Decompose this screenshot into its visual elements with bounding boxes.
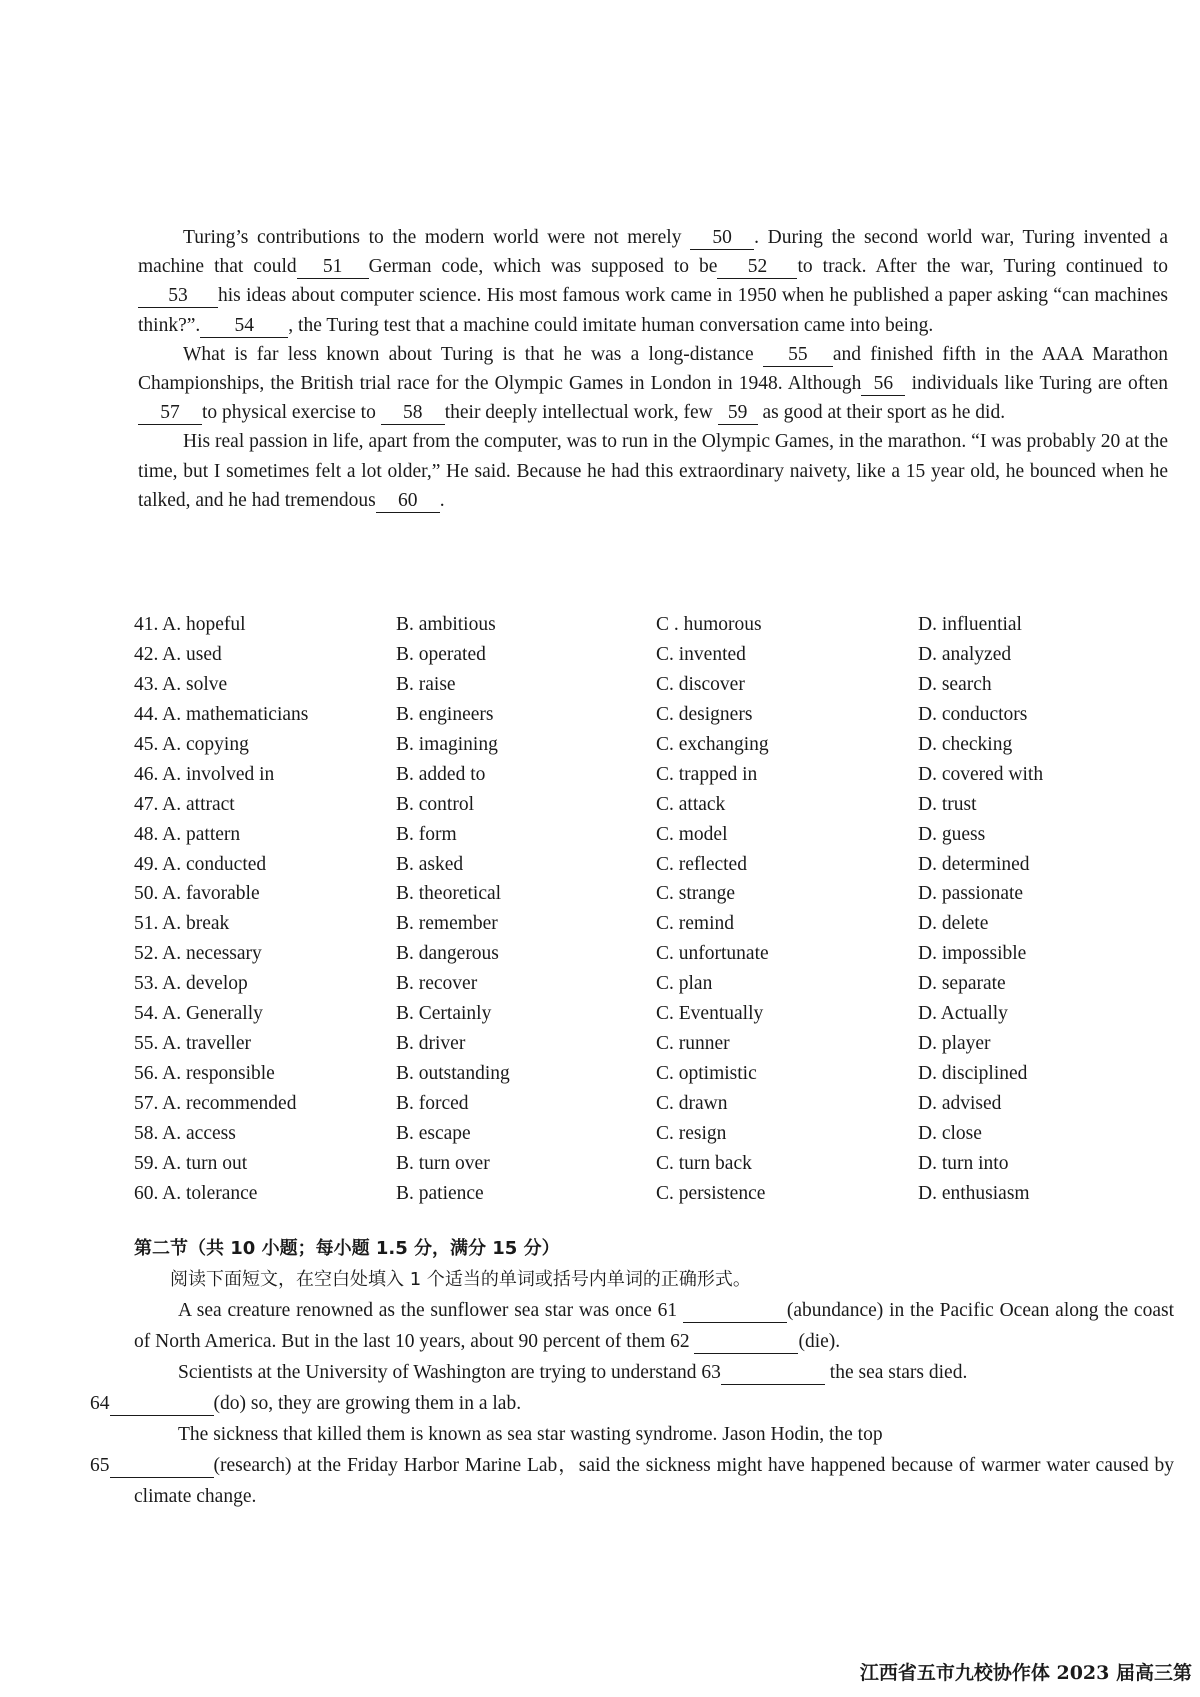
option-row — [134, 909, 1134, 939]
option-d: D. checking — [918, 733, 1013, 755]
text-run: individuals like Turing are often — [905, 373, 1169, 395]
passage-paragraph-3 — [138, 427, 1168, 515]
section-2-instruction: 阅读下面短文，在空白处填入 1 个适当的单词或括号内单词的正确形式。 — [170, 1269, 751, 1290]
text-run: to track. After the war, Turing continued to — [797, 256, 1168, 278]
blank-53: 53 — [138, 285, 218, 308]
option-a: 51. A. break — [134, 913, 230, 935]
option-row — [134, 1149, 1134, 1179]
option-row — [134, 1029, 1134, 1059]
text-run: . During the second world war, Turing invented a machine that could — [138, 227, 1168, 278]
option-row — [134, 999, 1134, 1029]
option-c: C. Eventually — [656, 1003, 764, 1025]
blank-57: 57 — [138, 402, 202, 425]
text-run: , the Turing test that a machine could imitate human conversation came into being. — [288, 314, 934, 336]
gap-64 — [110, 1393, 214, 1416]
option-c: C. unfortunate — [656, 943, 769, 965]
option-d: D. disciplined — [918, 1063, 1028, 1085]
option-a: 59. A. turn out — [134, 1152, 248, 1174]
option-a: 54. A. Generally — [134, 1003, 263, 1025]
option-c: C. model — [656, 823, 728, 845]
option-c: C. strange — [656, 883, 736, 905]
fill-in-passage — [90, 1295, 1174, 1512]
option-d: D. trust — [918, 793, 977, 815]
option-c: C. runner — [656, 1033, 730, 1055]
text-run: to physical exercise to — [202, 402, 381, 424]
option-b: B. forced — [396, 1093, 469, 1114]
question-number-65: 65 — [90, 1455, 110, 1476]
option-c: C. resign — [656, 1122, 727, 1144]
option-d: D. advised — [918, 1093, 1002, 1114]
option-b: B. ambitious — [396, 614, 496, 635]
option-b: B. operated — [396, 643, 486, 665]
option-c: C . humorous — [656, 614, 762, 635]
option-d: D. search — [918, 673, 992, 695]
gap-62 — [694, 1331, 798, 1354]
option-d: D. delete — [918, 913, 989, 935]
text-run: their deeply intellectual work, few — [444, 402, 718, 424]
question-number-64: 64 — [90, 1393, 110, 1414]
option-d: D. analyzed — [918, 643, 1012, 665]
fill-paragraph-1 — [134, 1295, 1174, 1357]
option-c: C. discover — [656, 673, 745, 695]
option-row — [134, 610, 1134, 640]
option-d: D. impossible — [918, 943, 1027, 965]
option-d: D. player — [918, 1033, 991, 1055]
text-run: A sea creature renowned as the sunflower sea star was once 61 — [178, 1300, 683, 1321]
option-b: B. added to — [396, 763, 486, 785]
text-run: (research) at the Friday Harbor Marine Lab，said the sickness might have happened because of warmer water caused by climate change. — [134, 1455, 1174, 1507]
blank-58: 58 — [381, 402, 445, 425]
option-b: B. asked — [396, 853, 464, 875]
option-d: D. Actually — [918, 1003, 1008, 1025]
option-row — [134, 790, 1134, 820]
option-row — [134, 1059, 1134, 1089]
option-b: B. turn over — [396, 1152, 490, 1174]
option-a: 46. A. involved in — [134, 763, 275, 785]
option-c: C. plan — [656, 973, 713, 995]
option-b: B. control — [396, 793, 474, 815]
option-a: 56. A. responsible — [134, 1063, 275, 1085]
section-2 — [90, 1233, 1174, 1512]
text-run: The sickness that killed them is known as sea star wasting syndrome. Jason Hodin, the top — [178, 1424, 883, 1445]
text-run: German code, which was supposed to be — [368, 256, 718, 278]
option-b: B. Certainly — [396, 1003, 492, 1025]
option-b: B. theoretical — [396, 883, 502, 905]
gap-61 — [683, 1300, 787, 1323]
blank-52: 52 — [717, 256, 797, 279]
page-footer: 江西省五市九校协作体 2023 届高三第 — [859, 1662, 1192, 1684]
option-b: B. imagining — [396, 733, 498, 755]
text-run: as good at their sport as he did. — [757, 402, 1006, 424]
option-a: 58. A. access — [134, 1122, 236, 1144]
option-row — [134, 730, 1134, 760]
option-a: 47. A. attract — [134, 793, 235, 815]
blank-51: 51 — [297, 256, 369, 279]
option-d: D. guess — [918, 823, 986, 845]
option-row — [134, 760, 1134, 790]
cloze-passage — [138, 223, 1168, 515]
option-a: 42. A. used — [134, 643, 222, 665]
text-run: Scientists at the University of Washington are trying to understand 63 — [178, 1362, 721, 1383]
option-row — [134, 879, 1134, 909]
option-row — [134, 850, 1134, 880]
option-b: B. engineers — [396, 703, 494, 725]
option-a: 48. A. pattern — [134, 823, 241, 845]
fill-paragraph-2 — [90, 1357, 1174, 1419]
option-d: D. turn into — [918, 1152, 1009, 1174]
option-b: B. form — [396, 823, 457, 845]
option-c: C. attack — [656, 793, 726, 815]
option-c: C. invented — [656, 643, 746, 665]
answer-options-table — [134, 610, 1134, 1209]
option-c: C. exchanging — [656, 733, 769, 755]
option-d: D. conductors — [918, 703, 1028, 725]
option-row — [134, 939, 1134, 969]
option-a: 57. A. recommended — [134, 1093, 297, 1114]
option-b: B. patience — [396, 1182, 484, 1204]
option-d: D. determined — [918, 853, 1030, 875]
option-row — [134, 1089, 1134, 1119]
text-run: . — [439, 489, 445, 511]
option-a: 60. A. tolerance — [134, 1182, 258, 1204]
fill-paragraph-3 — [90, 1419, 1174, 1512]
text-run: (do) so, they are growing them in a lab. — [213, 1393, 522, 1414]
text-run: What is far less known about Turing is that he was a long-distance — [183, 343, 763, 365]
option-d: D. covered with — [918, 763, 1044, 785]
option-b: B. outstanding — [396, 1063, 510, 1085]
passage-paragraph-1 — [138, 223, 1168, 340]
option-a: 44. A. mathematicians — [134, 703, 309, 725]
option-c: C. drawn — [656, 1093, 728, 1114]
blank-50: 50 — [690, 227, 754, 250]
blank-56: 56 — [861, 373, 905, 396]
option-b: B. raise — [396, 673, 456, 695]
text-run: Turing’s contributions to the modern world were not merely — [183, 227, 691, 248]
option-c: C. remind — [656, 913, 734, 935]
gap-65 — [110, 1455, 214, 1478]
text-run: (die). — [798, 1331, 841, 1352]
option-a: 52. A. necessary — [134, 943, 262, 965]
option-a: 55. A. traveller — [134, 1033, 251, 1055]
option-b: B. escape — [396, 1122, 471, 1144]
option-a: 45. A. copying — [134, 733, 249, 755]
option-c: C. turn back — [656, 1152, 752, 1174]
option-d: D. passionate — [918, 883, 1024, 905]
option-b: B. recover — [396, 973, 478, 995]
gap-63 — [721, 1362, 825, 1385]
text-run: and finished fifth in the AAA Marathon Championships, the British trial race for the Olympic Games in London in 1948. Although — [138, 343, 1168, 395]
option-c: C. optimistic — [656, 1063, 757, 1085]
text-run: (abundance) in the Pacific Ocean along the coast of North America. But in the last 10 years, about 90 percent of them 62 — [134, 1300, 1174, 1352]
option-b: B. dangerous — [396, 943, 499, 965]
option-a: 41. A. hopeful — [134, 614, 246, 635]
option-d: D. influential — [918, 614, 1022, 635]
option-row — [134, 670, 1134, 700]
option-row — [134, 969, 1134, 999]
option-c: C. designers — [656, 703, 753, 725]
section-2-title: 第二节（共 10 小题；每小题 1.5 分，满分 15 分） — [134, 1238, 560, 1259]
option-c: C. persistence — [656, 1182, 766, 1204]
option-row — [134, 700, 1134, 730]
blank-59: 59 — [718, 402, 758, 425]
option-row — [134, 1119, 1134, 1149]
option-c: C. reflected — [656, 853, 747, 875]
text-run: his ideas about computer science. His most famous work came in 1950 when he published a paper asking “can machines think?”. — [138, 285, 1168, 336]
blank-55: 55 — [763, 344, 833, 367]
option-c: C. trapped in — [656, 763, 758, 785]
option-d: D. enthusiasm — [918, 1182, 1030, 1204]
option-a: 49. A. conducted — [134, 853, 267, 875]
option-d: D. close — [918, 1122, 982, 1144]
option-b: B. remember — [396, 913, 498, 935]
blank-54: 54 — [200, 315, 288, 338]
passage-paragraph-2 — [138, 340, 1168, 428]
option-row — [134, 1179, 1134, 1209]
option-b: B. driver — [396, 1033, 466, 1055]
text-run: His real passion in life, apart from the computer, was to run in the Olympic Games, in the marathon. “I was probably 20 at the time, but I sometimes felt a lot older,” He said. Because he had this extraordinary naivety, like a 15 year old, he bounced when he talked, and he had tremendous — [138, 431, 1168, 511]
option-row — [134, 820, 1134, 850]
blank-60: 60 — [376, 490, 440, 513]
option-d: D. separate — [918, 973, 1006, 995]
option-row — [134, 640, 1134, 670]
option-a: 50. A. favorable — [134, 883, 260, 905]
text-run: the sea stars died. — [824, 1362, 968, 1383]
option-a: 53. A. develop — [134, 973, 248, 995]
option-a: 43. A. solve — [134, 673, 228, 695]
